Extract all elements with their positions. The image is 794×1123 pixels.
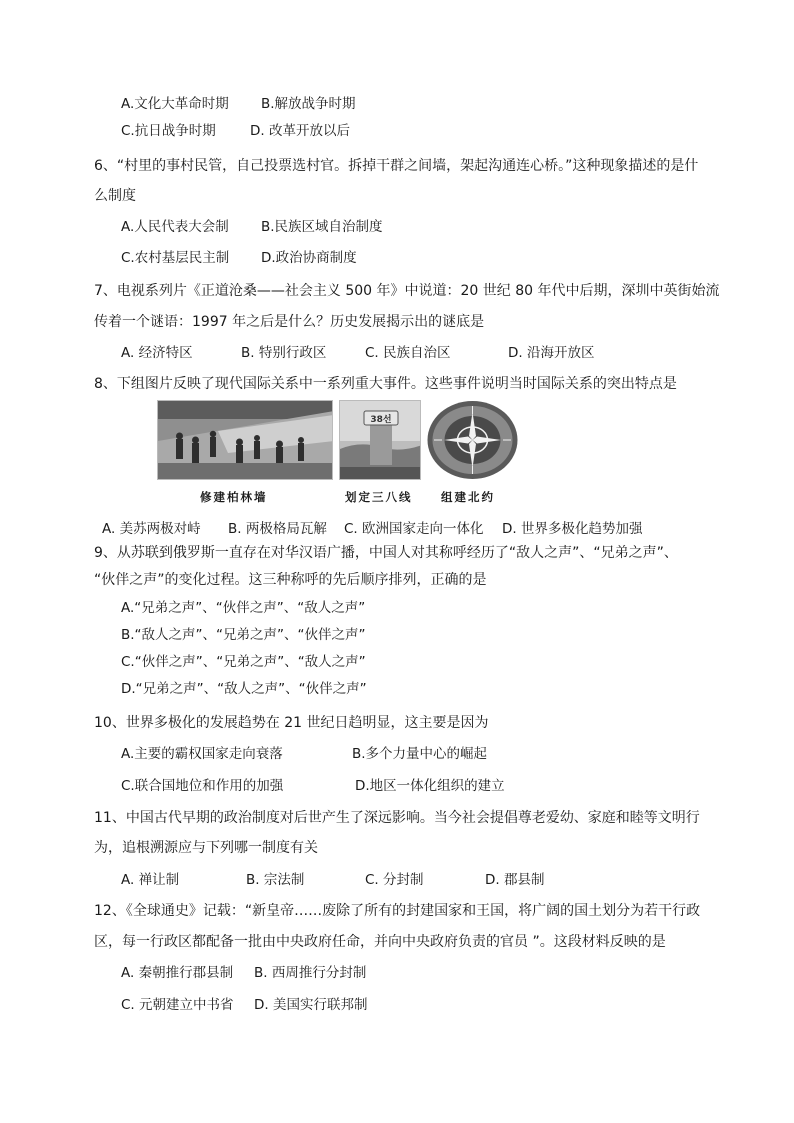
q5-option-b: B.解放战争时期	[261, 96, 356, 112]
q9-option-b: B.“敌人之声”、“兄弟之声”、“伙伴之声”	[121, 627, 366, 643]
q11-stem-line-2: 为，追根溯源应与下列哪一制度有关	[94, 840, 318, 856]
q6-option-b: B.民族区域自治制度	[261, 219, 383, 235]
q12-stem-line-1: 12、《全球通史》记载：“新皇帝……废除了所有的封建国家和王国，将广阔的国土划分为若干行政	[94, 903, 701, 919]
q7-stem-line-1: 7、电视系列片《正道沧桑——社会主义 500 年》中说道：20 世纪 80 年代中后期，深圳中英街始流	[94, 283, 720, 299]
q12-stem-line-2: 区，每一行政区都配备一批由中央政府任命，并向中央政府负责的官员 ”。这段材料反映的是	[94, 934, 666, 950]
q12-option-a: A. 秦朝推行郡县制	[121, 965, 234, 981]
q11-option-d: D. 郡县制	[485, 872, 545, 888]
q9-option-d: D.“兄弟之声”、“敌人之声”、“伙伴之声”	[121, 681, 367, 697]
q7-option-d: D. 沿海开放区	[508, 345, 595, 361]
berlin-wall-photo	[157, 400, 333, 480]
q12-option-b: B. 西周推行分封制	[254, 965, 367, 981]
berlin-wall-photo-graphic	[158, 401, 333, 480]
q11-option-b: B. 宗法制	[246, 872, 305, 888]
nato-emblem-photo	[426, 400, 519, 480]
q6-option-a: A.人民代表大会制	[121, 219, 229, 235]
q11-option-c: C. 分封制	[365, 872, 424, 888]
q7-stem-line-2: 传着一个谜语：1997 年之后是什么？历史发展揭示出的谜底是	[94, 314, 485, 330]
q8-option-d: D. 世界多极化趋势加强	[502, 521, 643, 537]
q5-option-c: C.抗日战争时期	[121, 123, 216, 139]
q10-option-b: B.多个力量中心的崛起	[352, 746, 488, 762]
q5-option-a: A.文化大革命时期	[121, 96, 229, 112]
q10-option-c: C.联合国地位和作用的加强	[121, 778, 284, 794]
q9-stem-line-2: “伙伴之声”的变化过程。这三种称呼的先后顺序排列，正确的是	[94, 572, 487, 588]
q8-option-c: C. 欧洲国家走向一体化	[344, 521, 484, 537]
q9-option-c: C.“伙伴之声”、“兄弟之声”、“敌人之声”	[121, 654, 366, 670]
q6-option-c: C.农村基层民主制	[121, 250, 230, 266]
caption-38th-parallel: 划定三八线	[345, 490, 413, 504]
q5-option-d: D. 改革开放以后	[250, 123, 350, 139]
monument-sign: 38선	[370, 415, 392, 425]
q8-option-b: B. 两极格局瓦解	[228, 521, 327, 537]
q7-option-c: C. 民族自治区	[365, 345, 451, 361]
q11-stem-line-1: 11、中国古代早期的政治制度对后世产生了深远影响。当今社会提倡尊老爱幼、家庭和睦等文明行	[94, 810, 700, 826]
q8-stem-line-1: 8、下组图片反映了现代国际关系中一系列重大事件。这些事件说明当时国际关系的突出特点是	[94, 376, 677, 392]
q11-option-a: A. 禅让制	[121, 872, 180, 888]
q12-option-d: D. 美国实行联邦制	[254, 997, 368, 1013]
q9-stem-line-1: 9、从苏联到俄罗斯一直存在对华汉语广播，中国人对其称呼经历了“敌人之声”、“兄弟之声”、	[94, 545, 678, 561]
q8-option-a: A. 美苏两极对峙	[102, 521, 201, 537]
38th-parallel-monument-photo	[339, 400, 421, 480]
q6-stem-line-2: 么制度	[94, 188, 136, 204]
q10-option-d: D.地区一体化组织的建立	[355, 778, 505, 794]
38th-parallel-monument-graphic	[340, 401, 421, 480]
q7-option-b: B. 特别行政区	[241, 345, 327, 361]
q7-option-a: A. 经济特区	[121, 345, 193, 361]
caption-nato: 组建北约	[441, 490, 495, 504]
q10-option-a: A.主要的霸权国家走向衰落	[121, 746, 283, 762]
q6-stem-line-1: 6、“村里的事村民管，自己投票选村官。拆掉干群之间墙，架起沟通连心桥。”这种现象描述的是什	[94, 158, 699, 174]
q10-stem-line-1: 10、世界多极化的发展趋势在 21 世纪日趋明显，这主要是因为	[94, 715, 489, 731]
caption-berlin-wall: 修建柏林墙	[200, 490, 268, 504]
q9-option-a: A.“兄弟之声”、“伙伴之声”、“敌人之声”	[121, 600, 366, 616]
q12-option-c: C. 元朝建立中书省	[121, 997, 234, 1013]
nato-emblem-graphic	[426, 400, 519, 480]
q6-option-d: D.政治协商制度	[261, 250, 357, 266]
